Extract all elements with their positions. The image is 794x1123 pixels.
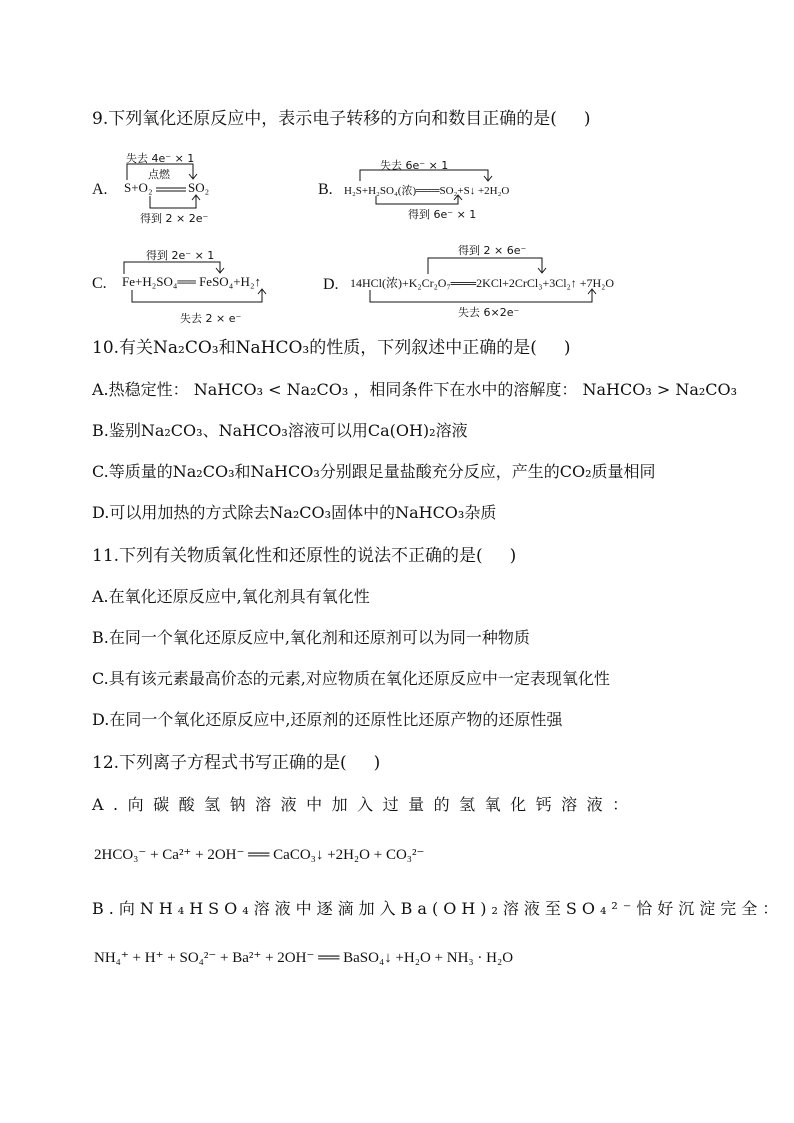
q10-option-d[interactable]: D.可以用加热的方式除去Na₂CO₃固体中的NaHCO₃杂质: [92, 503, 497, 522]
q12-stem: 12.下列离子方程式书写正确的是( ): [92, 753, 381, 773]
q9-d-bottom-note: 失去 6×2e⁻: [458, 306, 520, 319]
q9-b-top-note: 失去 6e⁻ × 1: [380, 159, 449, 172]
q9-c-equation: Fe+H₂SO₄══ FeSO₄+H₂↑: [122, 274, 261, 289]
q9-c-label: C.: [92, 275, 107, 292]
q10-option-c[interactable]: C.等质量的Na₂CO₃和NaHCO₃分别跟足量盐酸充分反应，产生的CO₂质量相同: [92, 462, 656, 481]
q12-option-a-text[interactable]: A.向碳酸氢钠溶液中加入过量的氢氧化钙溶液：: [92, 795, 638, 814]
q9-b-equation: H₂S+H₂SO₄(浓)═══SO₂+S↓ +2H₂O: [344, 185, 510, 197]
q9-c-bottom-note: 失去 2 × e⁻: [180, 312, 242, 325]
q9-c-top-note: 得到 2e⁻ × 1: [146, 249, 215, 262]
q9-d-top-note: 得到 2 × 6e⁻: [458, 244, 527, 257]
q10-option-b[interactable]: B.鉴别Na₂CO₃、NaHCO₃溶液可以用Ca(OH)₂溶液: [92, 421, 468, 440]
q11-option-a[interactable]: A.在氧化还原反应中,氧化剂具有氧化性: [92, 587, 370, 606]
q9-a-bottom-note: 得到 2 × 2e⁻: [140, 212, 209, 225]
q10-option-a[interactable]: A.热稳定性： NaHCO₃ < Na₂CO₃ ，相同条件下在水中的溶解度： NaHCO₃ > Na₂CO₃: [92, 380, 738, 399]
q9-a-over-arrow: 点燃: [148, 168, 170, 181]
q9-a-top-note: 失去 4e⁻ × 1: [126, 152, 195, 165]
q11-stem: 11.下列有关物质氧化性和还原性的说法不正确的是( ): [92, 546, 517, 566]
q11-option-b[interactable]: B.在同一个氧化还原反应中,氧化剂和还原剂可以为同一种物质: [92, 628, 530, 647]
q9-d-equation: 14HCl(浓)+K₂Cr₂O₇═══2KCl+2CrCl₃+3Cl₂↑ +7H₂O: [350, 276, 615, 290]
q9-a-label: A.: [92, 181, 108, 198]
q9-b-label: B.: [318, 181, 333, 198]
q11-option-c[interactable]: C.具有该元素最高价态的元素,对应物质在氧化还原反应中一定表现氧化性: [92, 669, 610, 688]
q9-d-label: D.: [323, 276, 339, 293]
q12-option-b-equation: NH₄⁺ + H⁺ + SO₄²⁻ + Ba²⁺ + 2OH⁻ ══ BaSO₄↓ +H₂O + NH₃ · H₂O: [94, 950, 514, 966]
q9-stem: 9.下列氧化还原反应中，表示电子转移的方向和数目正确的是( ): [92, 109, 591, 129]
q12-option-a-equation: 2HCO₃⁻ + Ca²⁺ + 2OH⁻ ══ CaCO₃↓ +2H₂O + CO₃²⁻: [94, 847, 425, 863]
q9-a-equation-left: S+O₂: [124, 180, 153, 195]
q12-option-b-text[interactable]: B.向NH₄HSO₄溶液中逐滴加入Ba(OH)₂溶液至SO₄²⁻恰好沉淀完全：: [92, 899, 784, 918]
q9-a-equation-right: SO₂: [188, 180, 210, 195]
q9-b-bottom-note: 得到 6e⁻ × 1: [408, 208, 477, 221]
q11-option-d[interactable]: D.在同一个氧化还原反应中,还原剂的还原性比还原产物的还原性强: [92, 710, 563, 729]
q10-stem: 10.有关Na₂CO₃和NaHCO₃的性质，下列叙述中正确的是( ): [92, 338, 571, 358]
